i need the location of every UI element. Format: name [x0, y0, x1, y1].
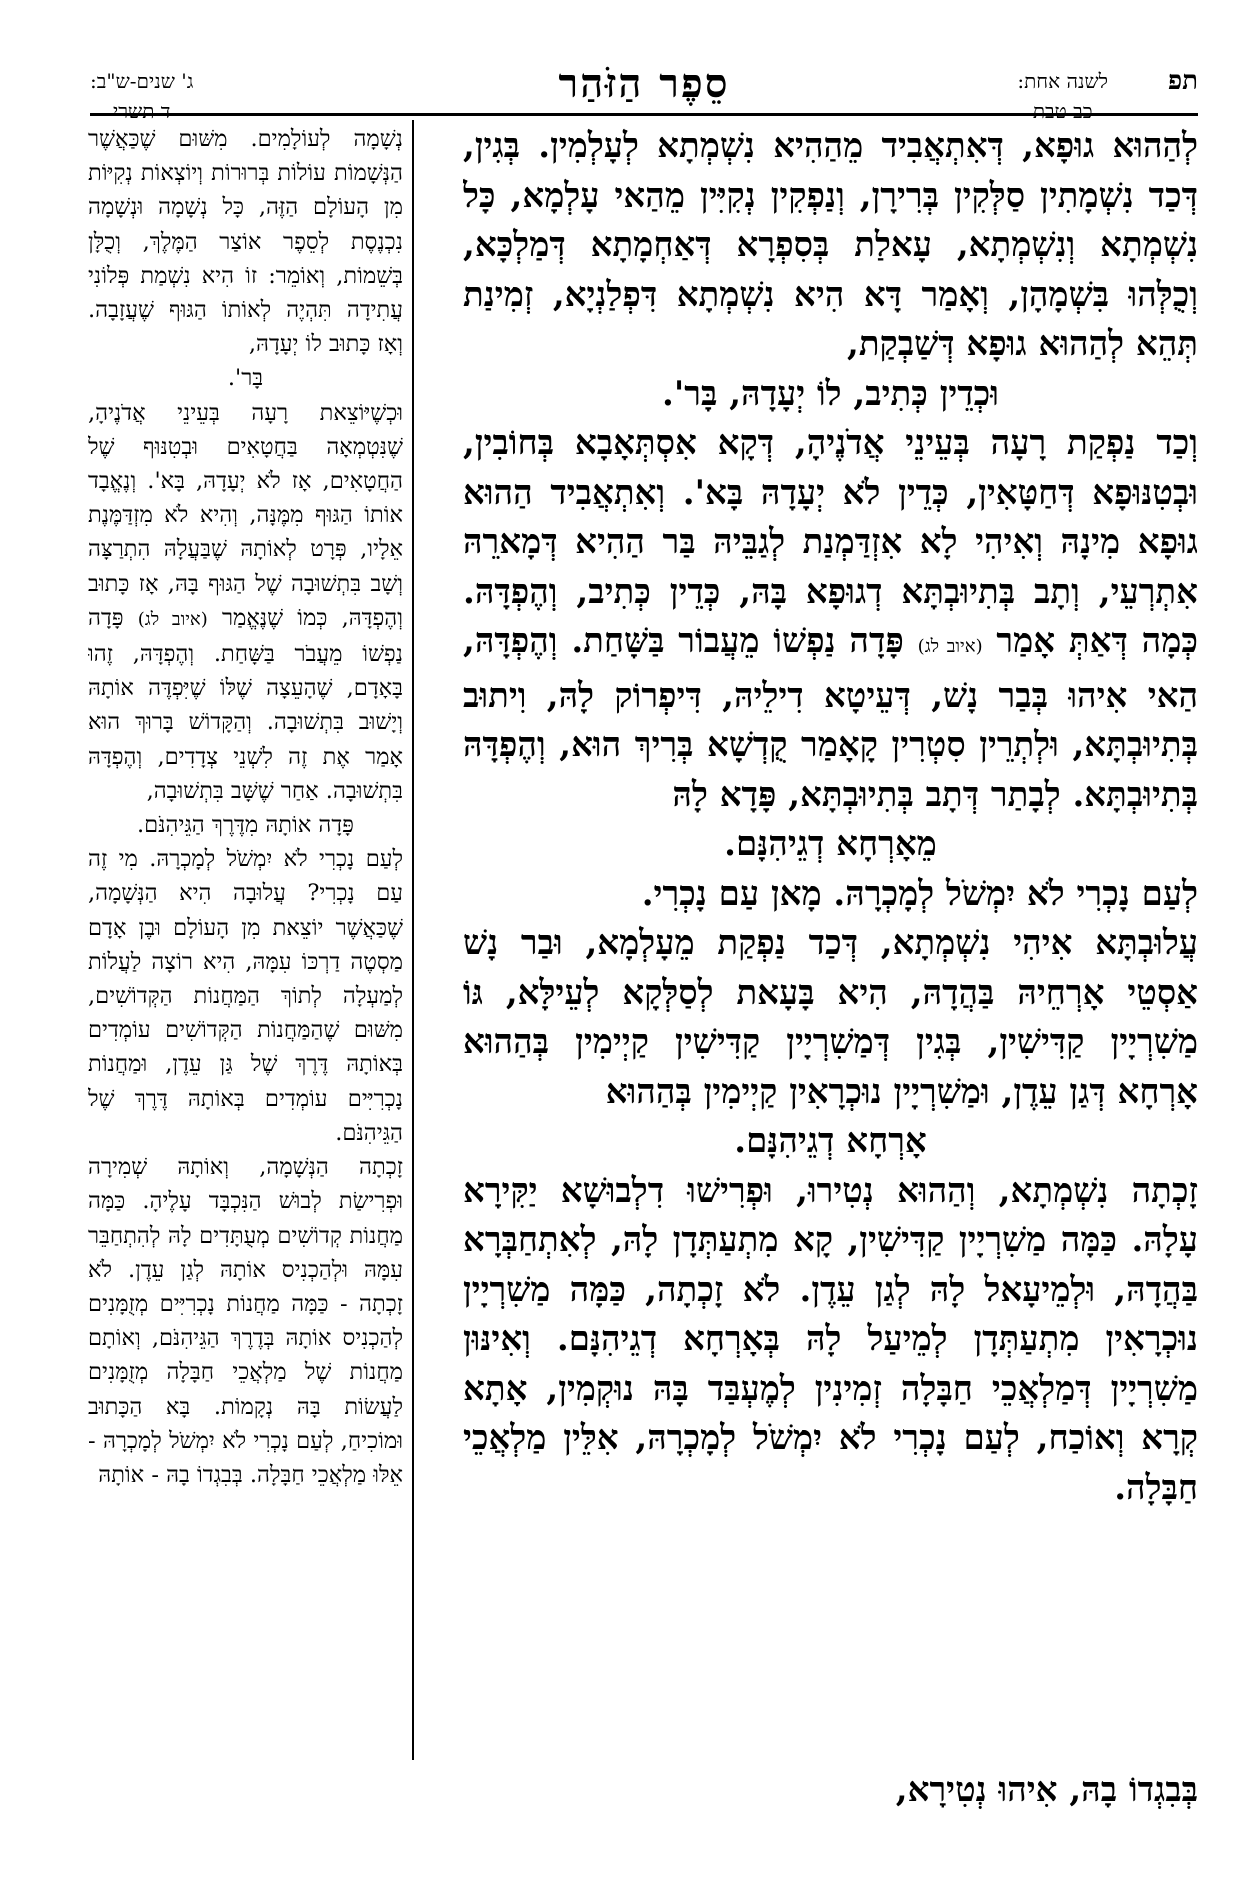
schedule-date-three-years: ד תשרי — [112, 99, 171, 123]
header-rule — [90, 113, 1198, 116]
page-header — [90, 60, 1198, 128]
schedule-date-one-year: כב טבת — [1032, 99, 1093, 123]
translation-text: פָּדָה נַפְשׁוֹ מֵעֲבֹר בַּשָּׁחַת. וְהֶפְדָּהּ, זֶהוּ בָּאָדָם, שֶׁהָעֵצָה שֶׁלּוֹ שֶׁיִּפְדֶּה אוֹתָהּ וְיָשׁוּב בִּתְשׁוּבָה. וְהַקָּדוֹשׁ בָּרוּךְ הוּא אָמַר אֶת זֶה לִשְׁנֵי צְדָדִים, וְהֶפְדָּהּ בִּתְשׁוּבָה. אַחַר שֶׁשָּׁב בִּתְשׁוּבָה, — [88, 604, 403, 804]
verse-reference: (איוב לג) — [137, 608, 208, 630]
translation-text: וּכְשֶׁיּוֹצֵאת רָעָה בְּעֵינֵי אֲדֹנֶיהָ, שֶׁנִּטְמְאָה בַּחֲטָאִים וּבְטִנּוּף שֶׁל הַחֲטָאִים, אָז לֹא יְעָדָהּ, בָּא'. וְנֶאֱבָד אוֹתוֹ הַגּוּף מִמֶּנָּה, וְהִיא לֹא מִזְדַּמֶּנֶת אֵלָיו, פְּרָט לְאוֹתָהּ שֶׁבַּעֲלָהּ הִתְרַצָּה וְשָׁב בִּתְשׁוּבָה שֶׁל הַגּוּף בָּהּ, אָז כָּתוּב וְהֶפְדָּהּ, כְּמוֹ שֶׁנֶּאֱמַר — [88, 399, 403, 631]
main-paragraph — [463, 419, 1198, 820]
schedule-three-years: ג' שנים-ש"ב: — [90, 69, 194, 93]
main-paragraph-end: וּכְדֵין כְּתִיב, לוֹ יְעָדָהּ, בָּר'. — [662, 373, 999, 414]
page-number: תפ — [1168, 66, 1198, 96]
verse-reference: (איוב לג) — [917, 636, 983, 657]
main-aramaic-column — [463, 122, 1198, 1742]
main-paragraph-end: אָרְחָא דְגֵיהִנָּם. — [734, 1121, 927, 1161]
main-paragraph-heading: לְעַם נָכְרִי לֹא יִמְשֹׁל לְמָכְרָהּ. מָאן עַם נָכְרִי. — [641, 873, 1198, 914]
header-left-label — [90, 66, 193, 126]
main-paragraph: זָכְתָה נִשְׁמְתָא, וְהַהוּא נְטִירוּ, וּפְרִישׁוּ דִלְבוּשָׁא יַקִּירָא עָלָהּ. כַּמָּה מַשִׁרְיָין קַדִּישִׁין, קָא מִתְעַתְּדָן לָהּ, לְאִתְחַבְּרָא בַּהֲדָהּ, וּלְמֵיעָאל לָהּ לְגַן עֵדֶן. לֹא זָכְתָה, כַּמָּה מַשִׁרְיָין נוּכְרָאִין מִתְעַתְּדָן לְמֵיעַל לָהּ בְּאָרְחָא דְגֵיהִנָּם. וְאִינּוּן מַשִׁרְיָין דְּמַלְאֲכֵי חַבָּלָה זְמִינִין לְמֶעְבַּד בָּהּ נוּקְמִין, אָתָא קְרָא וְאוֹכַח, לְעַם נָכְרִי לֹא יִמְשֹׁל לְמָכְרָהּ, אִלֵּין מַלְאֲכֵי חַבָּלָה. — [463, 1170, 1198, 1508]
translation-paragraph: נְשָׁמָה לְעוֹלָמִים. מִשּׁוּם שֶׁכַּאֲשֶׁר הַנְּשָׁמוֹת עוֹלוֹת בְּרוּרוֹת וְיוֹצְאוֹת נְקִיּוֹת מִן הָעוֹלָם הַזֶּה, כָּל נְשָׁמָה וּנְשָׁמָה נִכְנֶסֶת לְסֵפֶר אוֹצַר הַמֶּלֶךְ, וְכֻלָּן בְּשֵׁמוֹת, וְאוֹמֵר: זוֹ הִיא נִשְׁמַת פְּלוֹנִי עֲתִידָה תִּהְיֶה לְאוֹתוֹ הַגּוּף שֶׁעֲזָבָה. וְאָז כָּתוּב לוֹ יְעָדָהּ, — [88, 126, 403, 358]
page-footer — [88, 1770, 1198, 1830]
catchword: בְּבִגְדוֹ בָהּ, אִיהוּ נְטִירָא, — [895, 1770, 1198, 1810]
main-paragraph-text: וְכַד נַפְקַת רָעָה בְּעֵינֵי אֲדֹנֶיהָ, דְּקָא אִסְתְּאָבָא בְּחוֹבִין, וּבְטִנּוּפָא דְּחַטָּאִין, כְּדֵין לֹא יְעָדָהּ בָּא'. וְאִתְאֲבִיד הַהוּא גוּפָא מִינָהּ וְאִיהִי לָא אִזְדַּמְנַת לְגַבֵּיהּ בַּר הַהִיא דְּמָארֵהּ אִתְרְעֵי, וְתָב בְּתִיוּבְתָּא דְגוּפָא בָּהּ, כְּדֵין כְּתִיב, וְהֶפְדָּהּ. כְּמָה דְּאַתְּ אָמַר — [463, 423, 1198, 661]
translation-paragraph-end: פָּדָה אוֹתָהּ מִדֶּרֶךְ הַגֵּיהִנֹּם. — [137, 812, 354, 839]
book-title: סֵפֶר הַזֹּהַר — [558, 60, 730, 107]
main-paragraph: עֲלוּבְתָּא אִיהִי נִשְׁמְתָא, דְּכַד נַפְקַת מֵעָלְמָא, וּבַר נָשׁ אַסְטֵי אָרְחֵיהּ בַּהֲדָהּ, הִיא בָּעָאת לְסַלְּקָא לְעֵילָּא, גּוֹ מַשִׁרְיָין קַדִּישִׁין, בְּגִין דְּמַשִׁרְיָין קַדִּישִׁין קַיְימִין בְּהַהוּא אָרְחָא דְּגַן עֵדֶן, וּמַשִׁרְיָין נוּכְרָאִין קַיְימִין בְּהַהוּא — [463, 923, 1198, 1112]
main-paragraph-end: מֵאָרְחָא דְגֵיהִנָּם. — [724, 824, 937, 864]
translation-paragraph: זָכְתָה הַנְּשָׁמָה, וְאוֹתָהּ שְׁמִירָה וּפְרִישַׂת לְבוּשׁ הַנִּכְבָּד עָלֶיהָ. כַּמָּה מַחֲנוֹת קְדוֹשִׁים מְעֻתָּדִים לָהּ לְהִתְחַבֵּר עִמָּהּ וּלְהַכְנִיס אוֹתָהּ לְגַן עֵדֶן. לֹא זָכְתָה - כַּמָּה מַחֲנוֹת נָכְרִיִּים מְזֻמָּנִים לְהַכְנִיס אוֹתָהּ בְּדֶרֶךְ הַגֵּיהִנֹּם, וְאוֹתָם מַחֲנוֹת שֶׁל מַלְאֲכֵי חַבָּלָה מְזֻמָּנִים לַעֲשׂוֹת בָּהּ נְקָמוֹת. בָּא הַכָּתוּב וּמוֹכִיחַ, לְעַם נָכְרִי לֹא יִמְשֹׁל לְמָכְרָהּ - אֵלּוּ מַלְאֲכֵי חַבָּלָה. בְּבִגְדוֹ בָהּ - אוֹתָהּ — [88, 1154, 403, 1488]
main-paragraph-text: פָּדָה נַפְשׁוֹ מֵעֲבוֹר בַּשָּׁחַת. וְהֶפְדָּהּ, הַאי אִיהוּ בְּבַר נָשׁ, דְּעֵיטָא דִילֵיהּ, דִּיפְרוֹק לָהּ, וִיתוּב בְּתִיוּבְתָּא, וּלְתְרֵין סִטְרִין קָאָמַר קֻדְשָׁא בְּרִיךְ הוּא, וְהֶפְדָּהּ בְּתִיוּבְתָּא. לְבָתַר דְּתָב בְּתִיוּבְתָּא, פָּדָא לָהּ — [463, 621, 1198, 815]
schedule-one-year: לשנה אחת: — [1017, 69, 1108, 93]
hebrew-translation-column — [88, 122, 403, 1742]
translation-paragraph — [88, 396, 403, 808]
column-divider — [412, 120, 414, 1760]
translation-paragraph: לְעַם נָכְרִי לֹא יִמְשֹׁל לְמָכְרָהּ. מִי זֶה עַם נָכְרִי? עֲלוּבָה הִיא הַנְּשָׁמָה, שֶׁכַּאֲשֶׁר יוֹצֵאת מִן הָעוֹלָם וּבֶן אָדָם מַסְטֶה דַרְכּוֹ עִמָּהּ, הִיא רוֹצָה לַעֲלוֹת לְמַעְלָה לְתוֹךְ הַמַּחֲנוֹת הַקְּדוֹשִׁים, מִשּׁוּם שֶׁהַמַּחֲנוֹת הַקְּדוֹשִׁים עוֹמְדִים בְּאוֹתָהּ דֶּרֶךְ שֶׁל גַּן עֵדֶן, וּמַחֲנוֹת נָכְרִיִּים עוֹמְדִים בְּאוֹתָהּ דֶּרֶךְ שֶׁל הַגֵּיהִנֹּם. — [88, 846, 403, 1146]
main-paragraph: לְהַהוּא גוּפָא, דְּאִתְאֲבִיד מֵהַהִיא נִשְׁמְתָא לְעָלְמִין. בְּגִין, דְּכַד נִשְׁמָתִין סַלְּקִין בְּרִירָן, וְנַפְקִין נְקִיִּין מֵהַאי עָלְמָא, כָּל נִשְׁמְתָא וְנִשְׁמְתָא, עָאלַת בְּסִפְרָא דְּאַחְמָתָא דְּמַלְכָּא, וְכֻלְּהוּ בִּשְׁמָהָן, וְאָמַר דָּא הִיא נִשְׁמְתָא דִּפְלַנְיָא, זְמִינַת תְּהֵא לְהַהוּא גוּפָא דְּשַׁבְקַת, — [463, 126, 1198, 364]
translation-paragraph-end: בָּר'. — [227, 365, 264, 392]
